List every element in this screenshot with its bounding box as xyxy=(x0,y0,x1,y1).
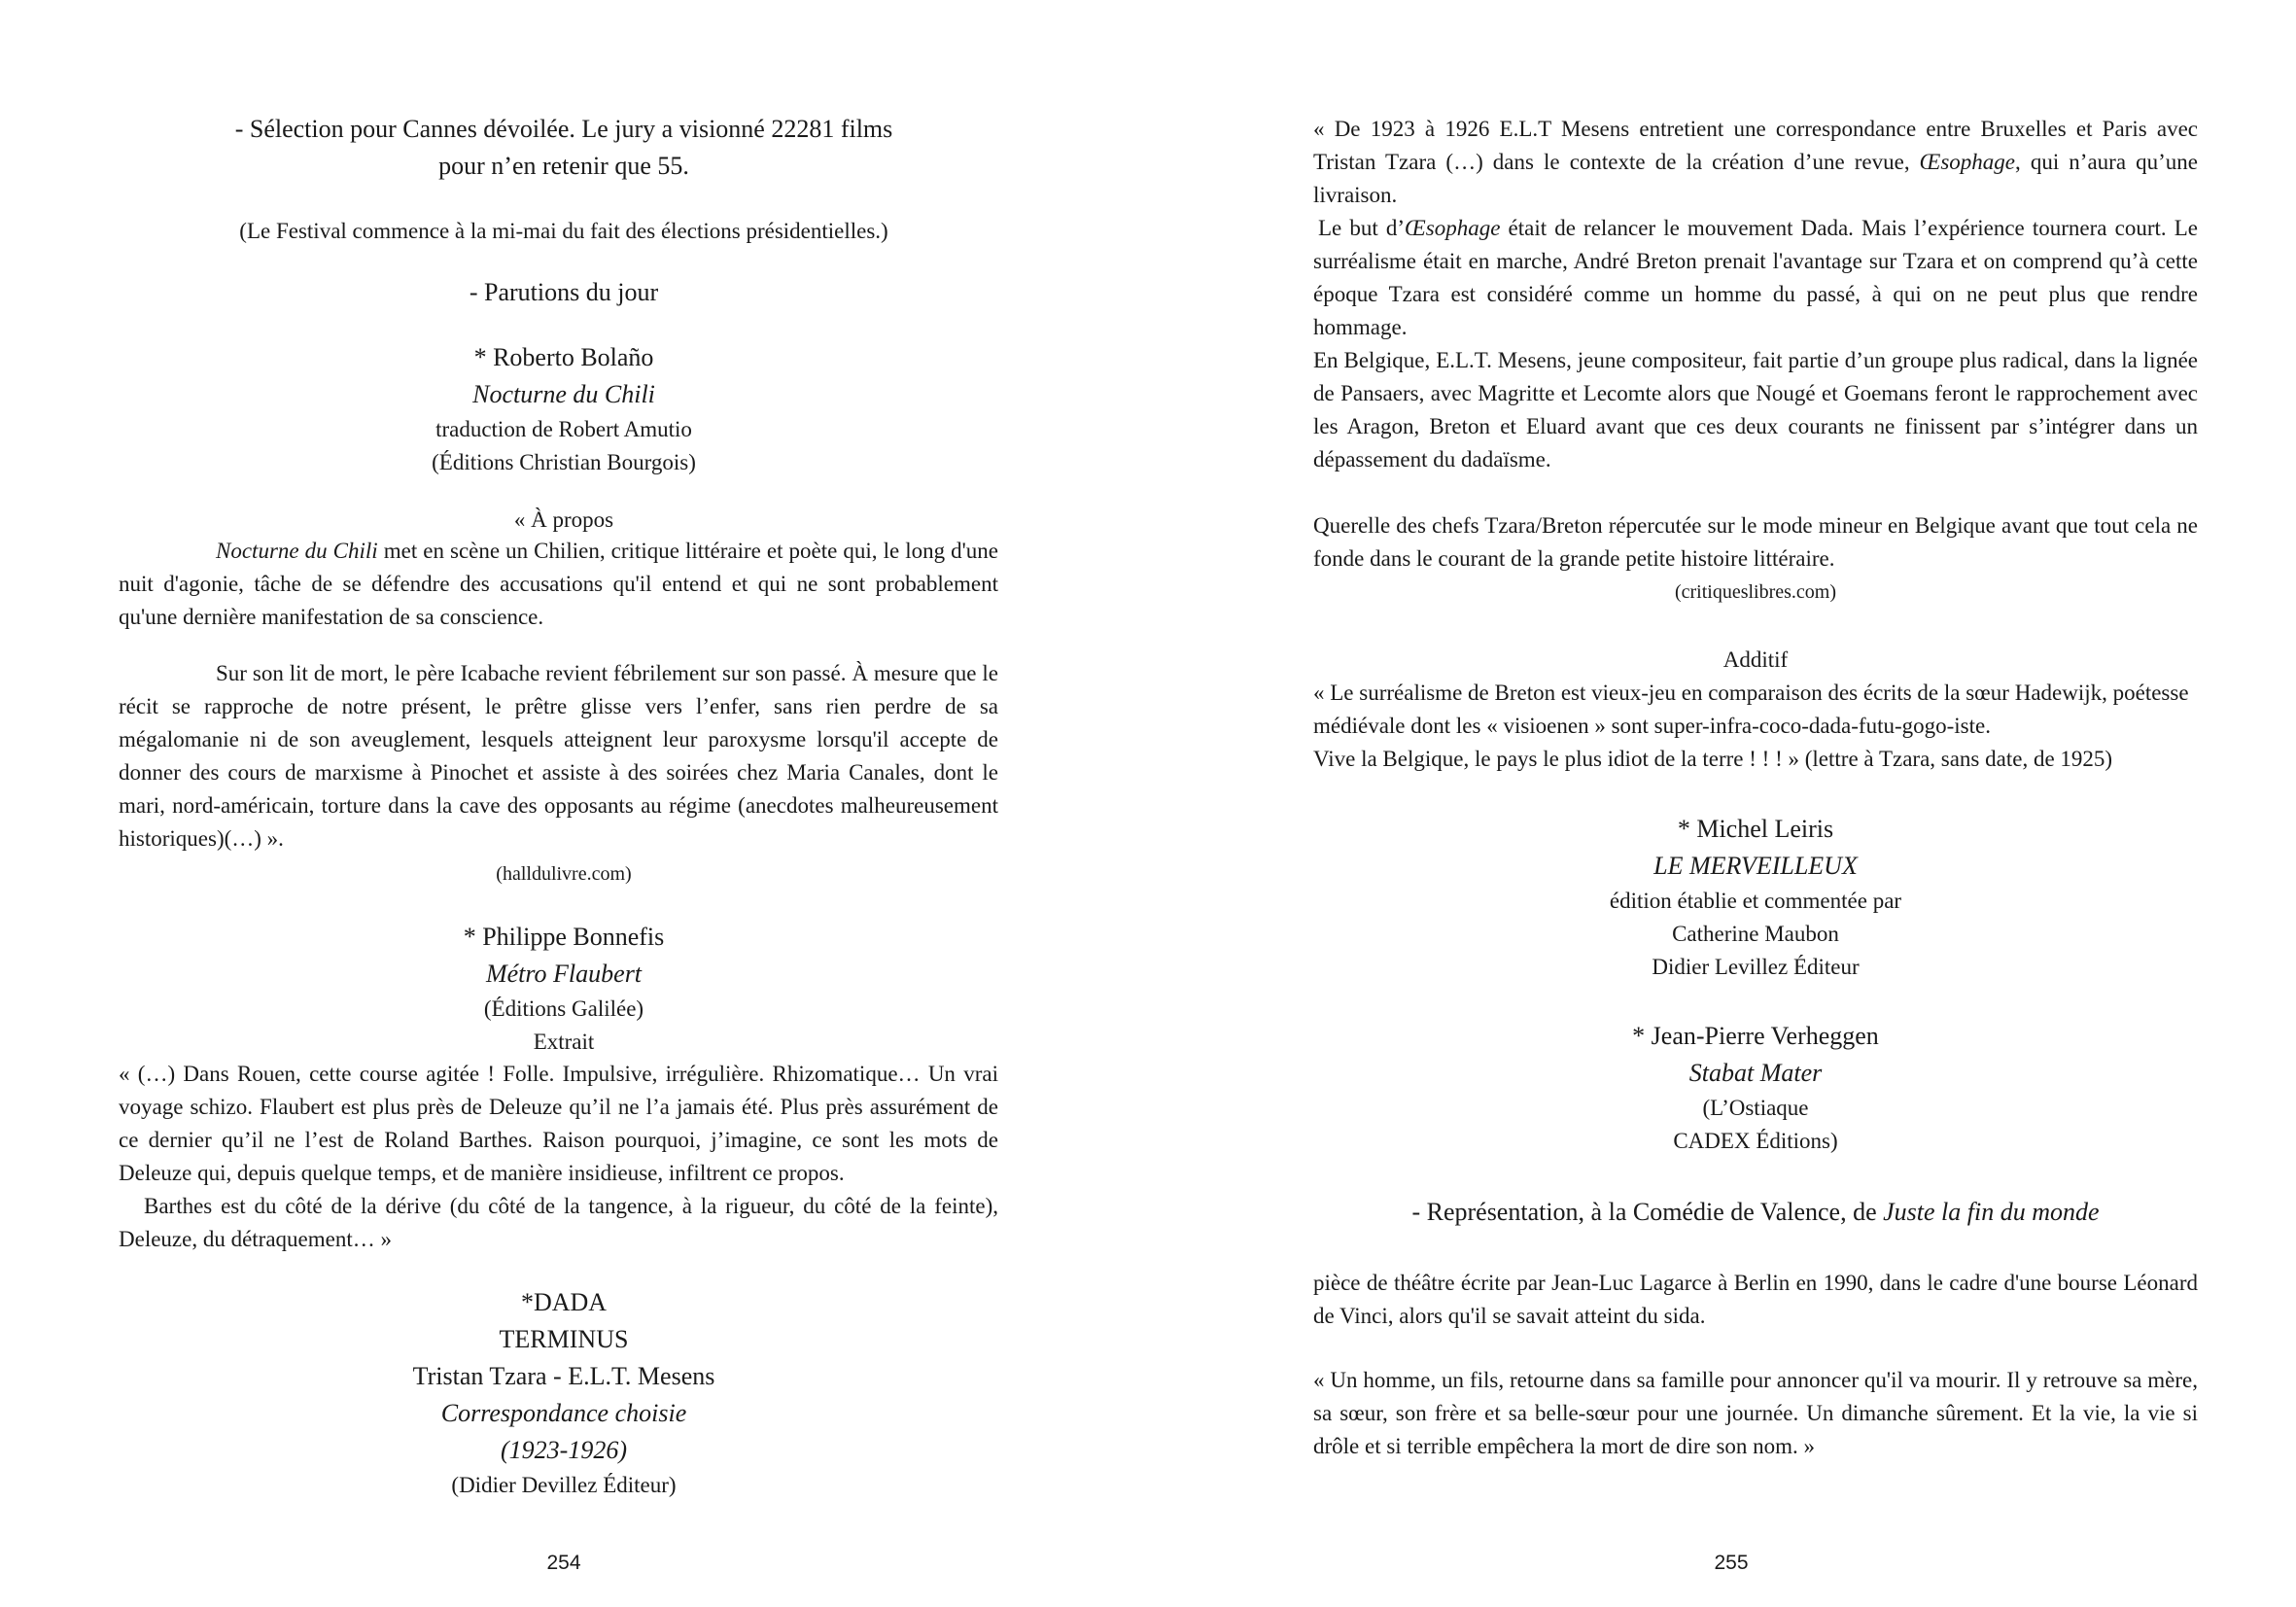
bonnefis-p2-text: Barthes est du côté de la dérive (du côté de la tangence, à la rigueur, du côté de la feinte), Deleuze, du détraquement… » xyxy=(119,1194,998,1251)
leiris-title: LE MERVEILLEUX xyxy=(1653,852,1858,880)
bolano-paragraph-2 xyxy=(119,657,998,856)
parutions-heading: - Parutions du jour xyxy=(469,278,659,306)
bonnefis-extract xyxy=(119,1058,998,1256)
verheggen-entry xyxy=(1313,1018,2198,1158)
oesophage-title-1: Œsophage xyxy=(1919,150,2016,174)
critique-p4: Querelle des chefs Tzara/Breton répercutée sur le mode mineur en Belgique avant que tout cela ne fonde dans le courant de la grande petite histoire littéraire. xyxy=(1313,513,2198,571)
cannes-announcement xyxy=(117,111,1011,185)
dada-entry xyxy=(117,1284,1011,1502)
bolano-apropos: « À propos xyxy=(513,507,614,532)
leiris-publisher: Didier Levillez Éditeur xyxy=(1652,955,1860,979)
final-quote: « Un homme, un fils, retourne dans sa famille pour annoncer qu'il va mourir. Il y retrouve sa mère, sa sœur, son frère et sa belle-sœur pour une journée. Un dimanche sûrement. Et la vie, la vie si drôle et si terrible empêchera la mort de dire son nom. » xyxy=(1313,1368,2198,1458)
representation-text: - Représentation, à la Comédie de Valence, de xyxy=(1411,1198,1884,1226)
bolano-paragraph-1 xyxy=(119,535,998,634)
critique-p2-a: Le but d’ xyxy=(1318,216,1406,240)
verheggen-author: * Jean-Pierre Verheggen xyxy=(1632,1022,1879,1050)
leiris-entry xyxy=(1313,811,2198,984)
right-page xyxy=(1148,0,2296,1607)
dada-title: Correspondance choisie xyxy=(440,1399,687,1427)
dada-line-1: *DADA xyxy=(520,1288,608,1316)
cannes-line-2: pour n’en retenir que 55. xyxy=(438,152,689,180)
bonnefis-entry xyxy=(117,919,1011,1059)
critique-p2-b: était de relancer le mouvement Dada. Mais l’expérience tournera court. Le surréalisme était en marche, André Breton prenait l'avantage sur Tzara et on comprend qu’à cette époque Tzara est considéré comme un homme du passé, à qui on ne peut plus que rendre hommage. xyxy=(1313,216,2198,339)
bolano-p2-text: Sur son lit de mort, le père Icabache revient fébrilement sur son passé. À mesure que le récit se rapproche de notre présent, le prêtre glisse vers l’enfer, sans rien perdre de sa mégalomanie ni de son aveuglement, lesquels atteignent leur paroxysme lorsqu'il accepte de donner des cours de marxisme à Pinochet et assiste à des soirées chez Maria Canales, dont le mari, nord-américain, torture dans la cave des opposants au régime (anecdotes malheureusement historiques)(…) ». xyxy=(119,661,998,851)
critique-p1 xyxy=(1313,113,2198,212)
bolano-p1-title: Nocturne du Chili xyxy=(216,539,378,563)
bolano-source: (halldulivre.com) xyxy=(496,863,632,885)
additif-p1: « Le surréalisme de Breton est vieux-jeu en comparaison des écrits de la sœur Hadewijk, poétesse médiévale dont les « visioenen » sont super-infra-coco-dada-futu-gogo-iste. xyxy=(1313,681,2189,738)
bonnefis-title: Métro Flaubert xyxy=(485,960,643,988)
verheggen-publisher-1: (L’Ostiaque xyxy=(1702,1096,1809,1120)
bolano-title: Nocturne du Chili xyxy=(472,380,655,408)
oesophage-title-2: Œsophage xyxy=(1405,216,1501,240)
page-number-left: 254 xyxy=(546,1552,581,1574)
page-number-right: 255 xyxy=(1714,1552,1749,1574)
bolano-entry xyxy=(117,339,1011,479)
critique-source: (critiqueslibres.com) xyxy=(1674,581,1837,603)
critique-p3: En Belgique, E.L.T. Mesens, jeune compositeur, fait partie d’un groupe plus radical, dans la lignée de Pansaers, avec Magritte et Lecomte alors que Nougé et Goemans feront le rapprochement avec les Aragon, Breton et Eluard avant que ces deux courants ne finissent par s’intégrer dans un dépassement du dadaïsme. xyxy=(1313,348,2198,472)
additif-heading: Additif xyxy=(1722,647,1789,672)
dada-dates: (1923-1926) xyxy=(501,1436,627,1464)
piece-paragraph: pièce de théâtre écrite par Jean-Luc Lagarce à Berlin en 1990, dans le cadre d'une bourse Léonard de Vinci, alors qu'il se savait atteint du sida. xyxy=(1313,1271,2198,1328)
dada-authors: Tristan Tzara - E.L.T. Mesens xyxy=(412,1362,715,1390)
critique-quote xyxy=(1313,113,2198,576)
critique-p2 xyxy=(1313,212,2198,344)
dada-line-2: TERMINUS xyxy=(499,1325,629,1353)
leiris-edition: édition établie et commentée par xyxy=(1609,889,1902,913)
bolano-translation: traduction de Robert Amutio xyxy=(435,417,692,441)
bolano-publisher: (Éditions Christian Bourgois) xyxy=(432,450,696,474)
bonnefis-extrait: Extrait xyxy=(533,1030,595,1054)
cannes-line-1: - Sélection pour Cannes dévoilée. Le jury a visionné 22281 films xyxy=(234,115,893,143)
leiris-editor: Catherine Maubon xyxy=(1672,922,1839,946)
additif-quote xyxy=(1313,677,2198,776)
bonnefis-p1-text: « (…) Dans Rouen, cette course agitée ! Folle. Impulsive, irrégulière. Rhizomatique… Un vrai voyage schizo. Flaubert est plus près de Deleuze qu’il ne l’a jamais été. Plus près assurément de ce dernier qu’il ne l’est de Roland Barthes. Raison pourquoi, j’imagine, ce sont les mots de Deleuze qui, depuis quelque temps, et de manière insidieuse, infiltrent ce propos. xyxy=(119,1062,998,1185)
representation-title: Juste la fin du monde xyxy=(1883,1198,2100,1226)
leiris-author: * Michel Leiris xyxy=(1677,815,1834,843)
bonnefis-publisher: (Éditions Galilée) xyxy=(483,996,644,1021)
additif-p2: Vive la Belgique, le pays le plus idiot de la terre ! ! ! » (lettre à Tzara, sans date, de 1925) xyxy=(1313,747,2113,771)
verheggen-title: Stabat Mater xyxy=(1688,1059,1823,1087)
bonnefis-author: * Philippe Bonnefis xyxy=(463,923,665,951)
critique-p1-b: , qui n’aura qu’une livraison. xyxy=(1313,150,2198,207)
dada-publisher: (Didier Devillez Éditeur) xyxy=(451,1473,677,1497)
verheggen-publisher-2: CADEX Éditions) xyxy=(1673,1129,1838,1153)
representation-heading xyxy=(1313,1194,2198,1231)
bolano-p1-text: met en scène un Chilien, critique littéraire et poète qui, le long d'une nuit d'agonie, tâche de se défendre des accusations qu'il entend et qui ne sont probablement qu'une dernière manifestation de sa conscience. xyxy=(119,539,998,629)
festival-note: (Le Festival commence à la mi-mai du fait des élections présidentielles.) xyxy=(239,219,888,243)
critique-p1-a: « De 1923 à 1926 E.L.T Mesens entretient une correspondance entre Bruxelles et Paris avec Tristan Tzara (…) dans le contexte de la création d’une revue, xyxy=(1313,117,2198,174)
bolano-author: * Roberto Bolaño xyxy=(473,343,654,371)
